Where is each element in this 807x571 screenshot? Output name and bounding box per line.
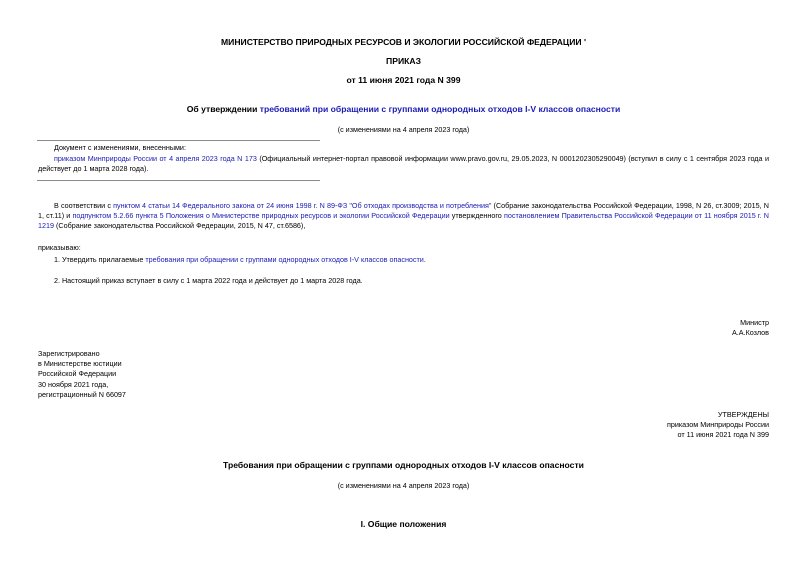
approved-line: от 11 июня 2021 года N 399 (677, 430, 769, 440)
order-title-prefix: Об утверждении (186, 104, 260, 114)
preamble (38, 201, 769, 232)
registration-block (38, 349, 338, 400)
government-decree-link[interactable]: постановлением Правительства Российской Федерации от 11 ноября 2015 г. N 1219 (38, 211, 769, 231)
requirements-amend-note: (с изменениями на 4 апреля 2023 года) (337, 481, 470, 490)
law-89fz-link[interactable]: пунктом 4 статьи 14 Федерального закона от 24 июня 1998 г. N 89-ФЗ "Об отходах производства и потребления" (113, 201, 492, 210)
regulation-link[interactable]: подпунктом 5.2.66 пункта 5 Положения о Министерстве природных ресурсов и экологии Российской Федерации (72, 211, 450, 221)
preamble-text-2: (Собрание законодательства Российской Федерации, 1998, N 26, ст.3009; 2015, N 1, ст.11) и (38, 201, 769, 221)
approved-line: УТВЕРЖДЕНЫ (717, 410, 769, 419)
approved-block (469, 410, 769, 441)
order-title (0, 104, 807, 114)
registration-line: 30 ноября 2021 года, (38, 379, 109, 389)
registration-line: Российской Федерации (38, 369, 117, 379)
signature-name: А.А.Козлов (732, 328, 769, 337)
registration-line: в Министерстве юстиции (38, 359, 122, 369)
order-date-number: от 11 июня 2021 года N 399 (346, 75, 461, 85)
changes-top-divider (37, 140, 320, 141)
doc-type: ПРИКАЗ (386, 56, 421, 66)
changes-link[interactable]: приказом Минприроды России от 4 апреля 2023 года N 173 (54, 154, 257, 163)
ministry-heading: МИНИСТЕРСТВО ПРИРОДНЫХ РЕСУРСОВ И ЭКОЛОГИИ РОССИЙСКОЙ ФЕДЕРАЦИИ ' (221, 37, 586, 47)
section-1-heading: I. Общие положения (360, 519, 447, 529)
item-1 (54, 255, 769, 265)
changes-heading: Документ с изменениями, внесенными: (54, 143, 186, 152)
changes-details: (Официальный интернет-портал правовой информации www.pravo.gov.ru, 29.05.2023, N 0001202305290049) (вступил в силу с 1 сентября 2023 года и действует до 1 марта 2028 года). (38, 154, 769, 174)
preamble-text-1: В соответствии с (54, 201, 114, 210)
signature-position: Министр (740, 318, 769, 327)
order-word: приказываю: (38, 243, 81, 252)
amend-note: (с изменениями на 4 апреля 2023 года) (337, 125, 470, 134)
registration-line: Зарегистрировано (38, 349, 100, 358)
changes-bottom-divider (37, 180, 320, 181)
preamble-text-4: (Собрание законодательства Российской Федерации, 2015, N 47, ст.6586), (54, 221, 306, 231)
order-title-link[interactable]: требований при обращении с группами однородных отходов I-V классов опасности (259, 104, 621, 114)
requirements-title: Требования при обращении с группами однородных отходов I-V классов опасности (223, 460, 584, 470)
item-2: 2. Настоящий приказ вступает в силу с 1 марта 2022 года и действует до 1 марта 2028 года. (54, 276, 363, 285)
preamble-text-3: утвержденного (449, 211, 504, 221)
changes-text (38, 154, 769, 174)
item-1-end: . (423, 255, 426, 264)
registration-line: регистрационный N 66097 (38, 389, 126, 399)
approved-line: приказом Минприроды России (666, 420, 769, 430)
item-1-text: 1. Утвердить прилагаемые (54, 255, 146, 264)
requirements-link[interactable]: требования при обращении с группами однородных отходов I-V классов опасности (145, 255, 424, 264)
